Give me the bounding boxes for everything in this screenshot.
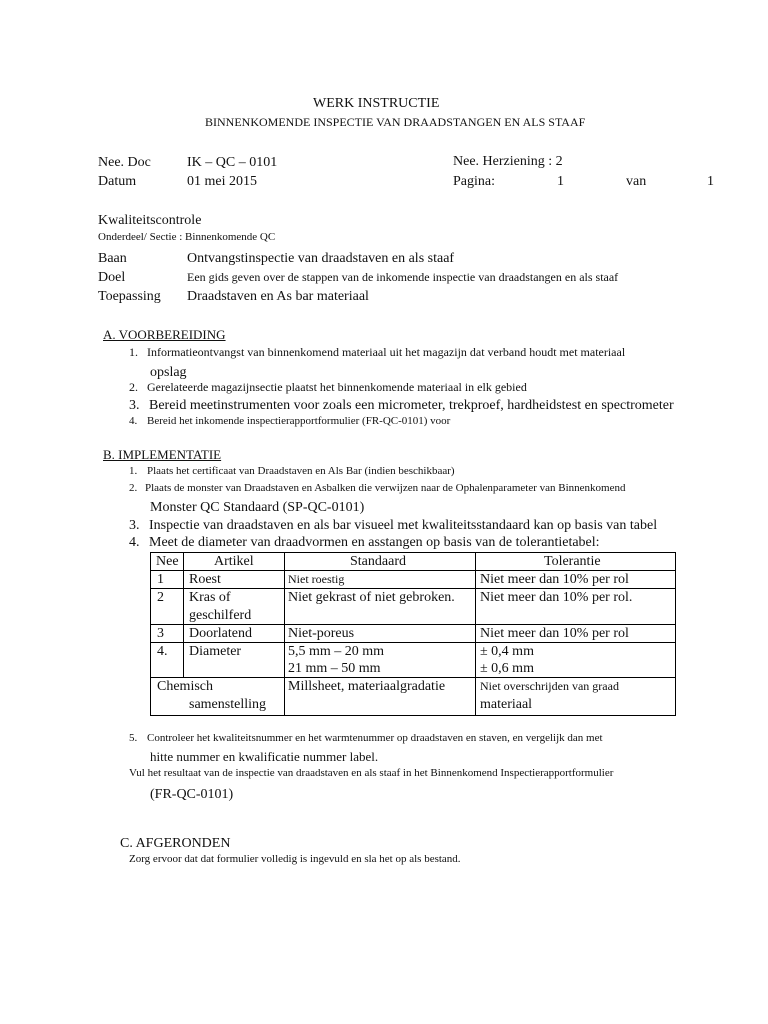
info-value-baan: Ontvangstinspectie van draadstaven en als staaf	[187, 251, 455, 266]
section-a-heading: A. VOORBEREIDING	[103, 327, 226, 342]
document-subtitle: BINNENKOMENDE INSPECTIE VAN DRAADSTANGEN EN ALS STAAF	[205, 115, 586, 129]
doc-number-value: IK – QC – 0101	[187, 155, 278, 170]
page-total: 1	[707, 174, 714, 189]
page-label: Pagina:	[453, 174, 495, 189]
section-b-item-1-num: 1.	[129, 465, 138, 477]
section-a-item-2-num: 2.	[129, 380, 138, 394]
section-a-item-4: Bereid het inkomende inspectierapportformulier (FR-QC-0101) voor	[147, 415, 451, 427]
revision-label: Nee. Herziening : 2	[453, 154, 563, 169]
table-row-4-tolerance-2: ± 0,6 mm	[480, 661, 534, 676]
table-row-2-item-cont: geschilferd	[189, 608, 252, 623]
table-row-4-standard: 5,5 mm – 20 mm	[288, 644, 385, 659]
table-row-2-tolerance: Niet meer dan 10% per rol.	[480, 590, 633, 605]
section-b-item-1: Plaats het certificaat van Draadstaven en Als Bar (indien beschikbaar)	[147, 465, 455, 477]
info-label-toepassing: Toepassing	[98, 289, 161, 304]
section-b-item-4-num: 4.	[129, 535, 140, 550]
table-row-4-item: Diameter	[189, 644, 242, 659]
section-b-item-4: Meet de diameter van draadvormen en asstangen op basis van de tolerantietabel:	[149, 535, 600, 550]
table-row-5-tolerance: Niet overschrijden van graad	[480, 679, 619, 693]
table-header-no: Nee	[156, 554, 179, 569]
page-number: 1	[557, 174, 564, 189]
section-b-note: Vul het resultaat van de inspectie van draadstaven en als staaf in het Binnenkomend Inspectierapportformulier	[129, 767, 614, 779]
table-row-1-item: Roest	[189, 572, 221, 587]
section-b-item-3-num: 3.	[129, 518, 140, 533]
table-row-5-item-cont: samenstelling	[189, 697, 266, 712]
section-b-item-5-num: 5.	[129, 732, 138, 744]
table-row-1-no: 1	[157, 572, 164, 587]
section-heading: Kwaliteitscontrole	[98, 213, 202, 228]
table-row-4-no: 4.	[157, 644, 168, 659]
info-label-doel: Doel	[98, 270, 126, 285]
table-row-3-item: Doorlatend	[189, 626, 252, 641]
section-a-item-1: Informatieontvangst van binnenkomend materiaal uit het magazijn dat verband houdt met materiaal	[147, 345, 626, 359]
table-header-standard: Standaard	[350, 554, 406, 569]
table-row-4-tolerance: ± 0,4 mm	[480, 644, 534, 659]
info-label-baan: Baan	[98, 251, 127, 266]
section-b-item-2-cont: Monster QC Standaard (SP-QC-0101)	[150, 500, 365, 515]
table-row-2-standard: Niet gekrast of niet gebroken.	[288, 590, 455, 605]
doc-number-label: Nee. Doc	[98, 155, 151, 170]
table-row-3-no: 3	[157, 626, 164, 641]
section-a-item-3: Bereid meetinstrumenten voor zoals een micrometer, trekproef, hardheidstest en spectrometer	[149, 398, 674, 413]
section-a-item-1-num: 1.	[129, 345, 138, 359]
section-b-note-cont: (FR-QC-0101)	[150, 787, 234, 802]
page-of-label: van	[626, 174, 647, 189]
section-a-item-1-cont: opslag	[150, 365, 187, 380]
section-a-item-3-num: 3.	[129, 398, 140, 413]
document-title: WERK INSTRUCTIE	[313, 96, 440, 111]
table-row-5-item: Chemisch	[157, 679, 213, 694]
section-c-text: Zorg ervoor dat dat formulier volledig is ingevuld en sla het op als bestand.	[129, 853, 461, 865]
table-row-5-tolerance-2: materiaal	[480, 697, 533, 712]
section-a-item-2: Gerelateerde magazijnsectie plaatst het binnenkomende materiaal in elk gebied	[147, 380, 527, 394]
table-row-3-standard: Niet-poreus	[288, 626, 355, 641]
date-value: 01 mei 2015	[187, 174, 257, 189]
section-c-heading: C. AFGERONDEN	[120, 836, 231, 851]
section-a-item-4-num: 4.	[129, 415, 138, 427]
table-header-item: Artikel	[214, 554, 254, 569]
table-row-2-no: 2	[157, 590, 164, 605]
section-b-item-5: Controleer het kwaliteitsnummer en het warmtenummer op draadstaven en staven, en vergelijk dan met	[147, 732, 603, 744]
table-header-tolerance: Tolerantie	[544, 554, 601, 569]
info-value-toepassing: Draadstaven en As bar materiaal	[187, 289, 369, 304]
table-row-1-standard: Niet roestig	[288, 572, 345, 586]
tolerance-table	[150, 552, 676, 716]
section-b-heading: B. IMPLEMENTATIE	[103, 447, 222, 462]
date-label: Datum	[98, 174, 137, 189]
section-b-item-5-cont: hitte nummer en kwalificatie nummer label.	[150, 749, 379, 764]
section-b-item-2-num: 2.	[129, 482, 138, 494]
section-b-item-2: Plaats de monster van Draadstaven en Asbalken die verwijzen naar de Ophalenparameter van Binnenkomend	[145, 482, 626, 494]
section-subheading: Onderdeel/ Sectie : Binnenkomende QC	[98, 231, 276, 243]
info-value-doel: Een gids geven over de stappen van de inkomende inspectie van draadstangen en als staaf	[187, 270, 619, 284]
table-row-5-standard: Millsheet, materiaalgradatie	[288, 679, 446, 694]
section-b-item-3: Inspectie van draadstaven en als bar visueel met kwaliteitsstandaard kan op basis van tabel	[149, 518, 658, 533]
table-row-3-tolerance: Niet meer dan 10% per rol	[480, 626, 629, 641]
table-row-1-tolerance: Niet meer dan 10% per rol	[480, 572, 629, 587]
table-row-4-standard-2: 21 mm – 50 mm	[288, 661, 381, 676]
table-row-2-item: Kras of	[189, 590, 231, 605]
